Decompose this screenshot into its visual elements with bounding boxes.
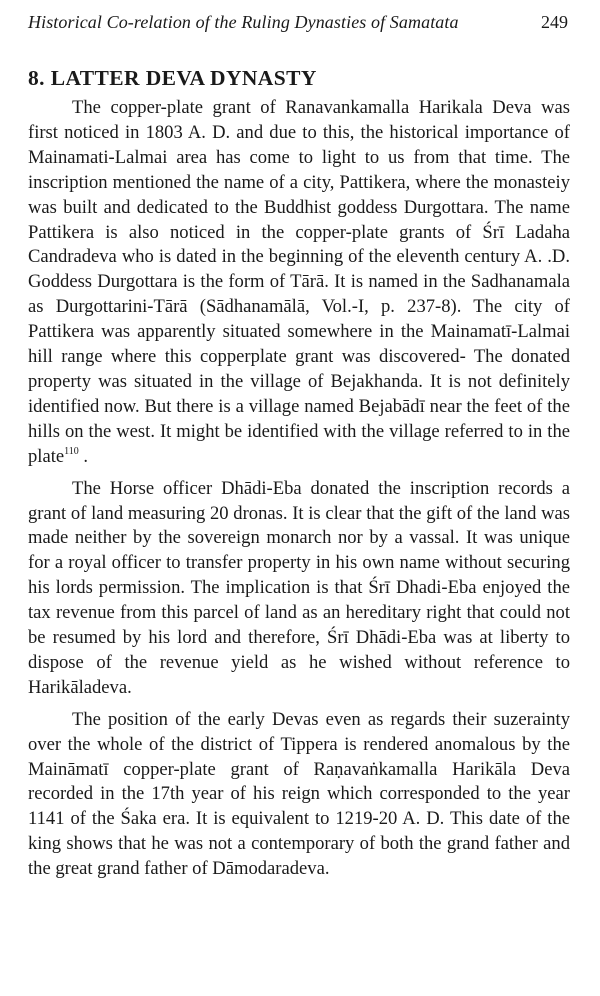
running-head (28, 12, 570, 38)
paragraph-1-text: The copper-plate grant of Ranavankamalla Harikala Deva was first noticed in 1803 A. D. and due to this, the historical importance of Mainamati-Lalmai area has come to light to us from that time. The inscription mentioned the name of a city, Pattikera, where the monasteiy was built and dedicated to the Buddhist goddess Durgottara. The name Pattikera is also noticed in the copper-plate grants of Śrī Ladaha Candradeva who is dated in the beginning of the eleventh century A. .D. Goddess Durgottara is the form of Tārā. It is named in the Sadhanamala as Durgottarini-Tārā (Sādhanamālā, Vol.-I, p. 237-8). The city of Pattikera was apparently situated somewhere in the Mainamatī-Lalmai hill range where this copperplate grant was discovered- The donated property was situated in the village of Bejakhanda. It is not definitely identified now. But there is a village named Bejabādī near the feet of the hills on the west. It might be identified with the village referred to in the plate (28, 97, 570, 467)
paragraph-1-tail: . (78, 445, 89, 467)
section-heading: 8. LATTER DEVA DYNASTY (28, 66, 317, 90)
paragraph-3-text: The position of the early Devas even as regards their suzerainty over the whole of the district of Tippera is rendered anomalous by the Maināmatī copper-plate grant of Raṇavaṅkamalla Harikāla Deva recorded in the 17th year of his reign which corresponded to the year 1141 of the Śaka era. It is equivalent to 1219-20 A. D. This date of the king shows that he was not a contemporary of both the grand father and the great grand father of Dāmodaradeva. (28, 708, 570, 880)
paragraph-3 (28, 708, 570, 882)
paragraph-2 (28, 477, 570, 701)
page-number: 249 (541, 12, 568, 32)
book-page (28, 12, 570, 889)
paragraph-2-text: The Horse officer Dhādi-Eba donated the inscription records a grant of land measuring 20 dronas. It is clear that the gift of the land was made neither by the sovereign monarch nor by a vassal. It was unique for a royal officer to transfer property in his own name without securing his lords permission. The implication is that Śrī Dhadi-Eba enjoyed the tax revenue from this parcel of land as an hereditary right that could not be resumed by his lord and therefore, Śrī Dhādi-Eba was at liberty to dispose of the revenue yield as he wished without reference to Harikāladeva. (28, 477, 570, 698)
running-title: Historical Co-relation of the Ruling Dynasties of Samatata (28, 12, 459, 32)
footnote-marker: 110 (64, 445, 79, 457)
paragraph-1 (28, 96, 570, 470)
